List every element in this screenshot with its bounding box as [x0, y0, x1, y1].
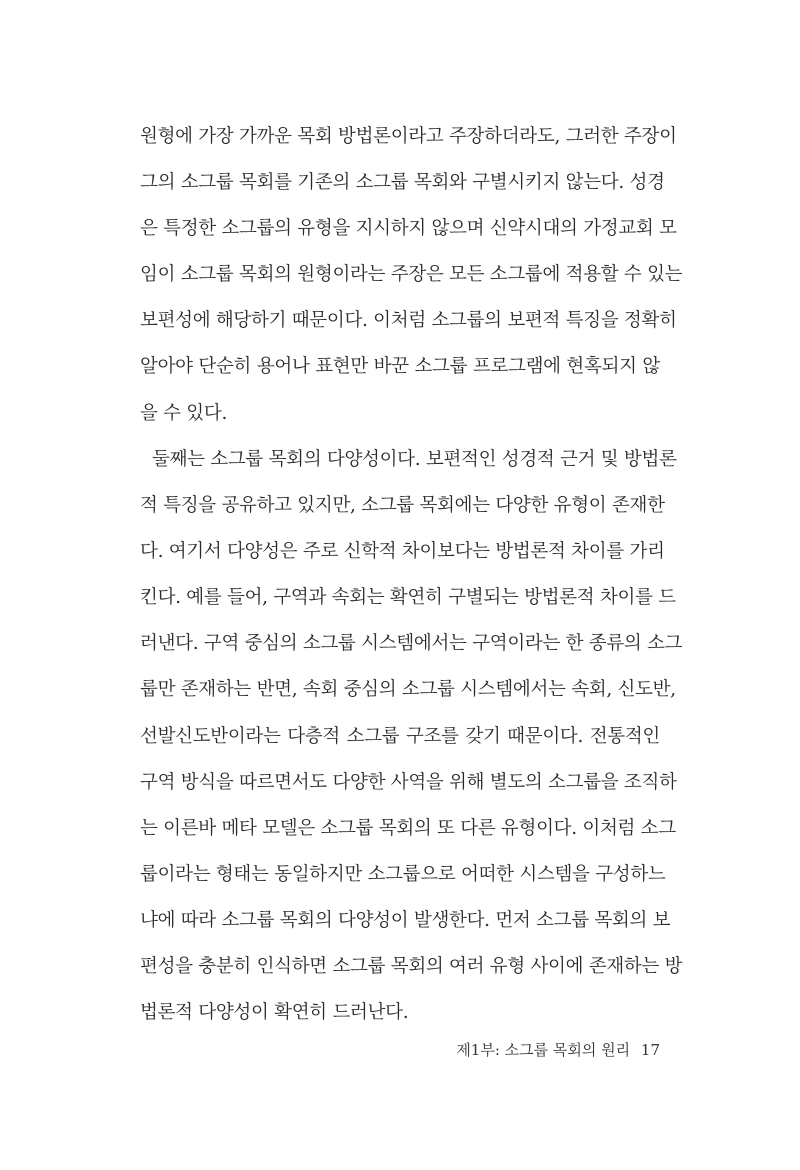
text-line: 보편성에 해당하기 때문이다. 이처럼 소그룹의 보편적 특징을 정확히 [140, 310, 677, 332]
page-number: 17 [640, 1041, 660, 1059]
text-line: 원형에 가장 가까운 목회 방법론이라고 주장하더라도, 그러한 주장이 [140, 126, 677, 147]
page-footer [456, 1040, 660, 1060]
paragraph-2 [140, 437, 683, 1036]
text-line: 러낸다. 구역 중심의 소그룹 시스템에서는 구역이라는 한 종류의 소그 [140, 633, 683, 655]
text-line: 적 특징을 공유하고 있지만, 소그룹 목회에는 다양한 유형이 존재한 [140, 495, 665, 517]
text-line: 임이 소그룹 목회의 원형이라는 주장은 모든 소그룹에 적용할 수 있는 [140, 264, 683, 286]
text-line: 룹만 존재하는 반면, 속회 중심의 소그룹 시스템에서는 속회, 신도반, [140, 679, 676, 701]
text-line: 킨다. 예를 들어, 구역과 속회는 확연히 구별되는 방법론적 차이를 드 [140, 587, 676, 609]
text-line: 선발신도반이라는 다층적 소그룹 구조를 갖기 때문이다. 전통적인 [140, 725, 660, 747]
text-line: 은 특정한 소그룹의 유형을 지시하지 않으며 신약시대의 가정교회 모 [140, 218, 677, 240]
text-line: 룹이라는 형태는 동일하지만 소그룹으로 어떠한 시스템을 구성하느 [140, 863, 666, 885]
text-line: 구역 방식을 따르면서도 다양한 사역을 위해 별도의 소그룹을 조직하 [140, 771, 677, 793]
running-head: 제1부: 소그룹 목회의 원리 [456, 1041, 631, 1059]
text-line: 둘째는 소그룹 목회의 다양성이다. 보편적인 성경적 근거 및 방법론 [152, 449, 677, 470]
text-line: 법론적 다양성이 확연히 드러난다. [140, 1002, 409, 1024]
text-line: 알아야 단순히 용어나 표현만 바꾼 소그룹 프로그램에 현혹되지 않 [140, 356, 660, 378]
text-line: 냐에 따라 소그룹 목회의 다양성이 발생한다. 먼저 소그룹 목회의 보 [140, 909, 671, 931]
text-line: 편성을 충분히 인식하면 소그룹 목회의 여러 유형 사이에 존재하는 방 [140, 956, 683, 978]
text-line: 다. 여기서 다양성은 주로 신학적 차이보다는 방법론적 차이를 가리 [140, 541, 665, 563]
text-line: 을 수 있다. [140, 402, 228, 424]
text-line: 그의 소그룹 목회를 기존의 소그룹 목회와 구별시키지 않는다. 성경 [140, 172, 665, 194]
text-line: 는 이른바 메타 모델은 소그룹 목회의 또 다른 유형이다. 이처럼 소그 [140, 817, 676, 839]
paragraph-1 [140, 114, 683, 437]
